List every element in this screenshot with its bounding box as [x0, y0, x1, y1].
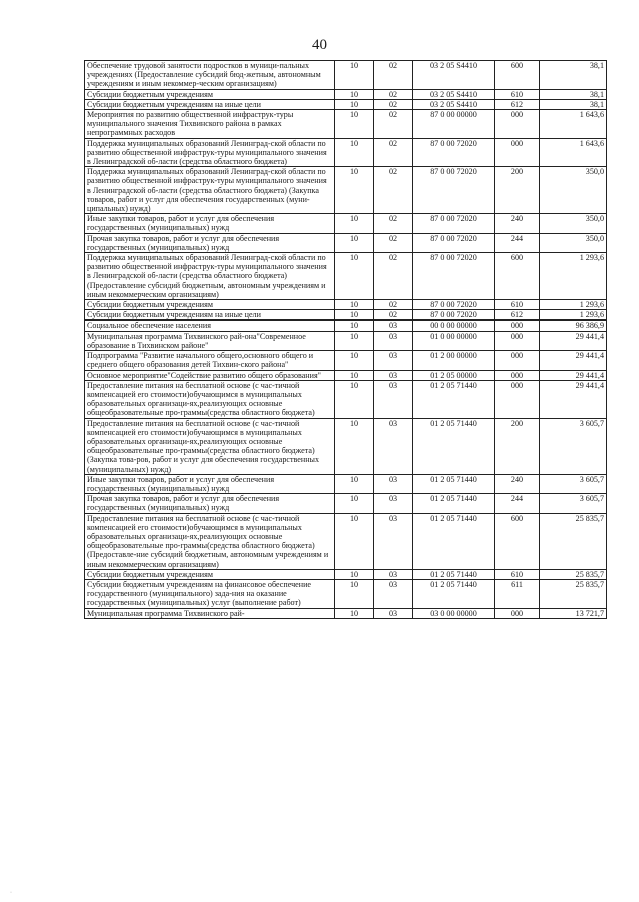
row-section-code: 10	[335, 494, 374, 513]
row-expense-type-code: 600	[495, 513, 540, 569]
row-expense-type-code: 610	[495, 569, 540, 579]
row-expense-type-code: 000	[495, 331, 540, 350]
row-expense-type-code: 611	[495, 579, 540, 608]
row-subsection-code: 02	[374, 253, 413, 300]
row-section-code: 10	[335, 61, 374, 90]
row-section-code: 10	[335, 253, 374, 300]
row-subsection-code: 02	[374, 138, 413, 167]
row-subsection-code: 02	[374, 89, 413, 99]
row-target-article-code: 01 2 05 71440	[413, 513, 495, 569]
row-subsection-code: 02	[374, 310, 413, 321]
row-section-code: 10	[335, 513, 374, 569]
table-row	[85, 569, 607, 579]
row-amount: 1 293,6	[540, 253, 607, 300]
row-expense-type-code: 200	[495, 418, 540, 474]
row-target-article-code: 00 0 00 00000	[413, 320, 495, 331]
row-name: Поддержка муниципальных образований Ленинград-ской области по развитию общественной инфраструк-туры муниципального значения в Ленинградской об-ласти (средства областного бюджета) (Предоставление субсидий бюджетным, автономным учреждениям и иным некоммерческим организациям)	[85, 253, 335, 300]
row-subsection-code: 02	[374, 214, 413, 233]
table-row	[85, 320, 607, 331]
row-amount: 13 721,7	[540, 608, 607, 618]
row-section-code: 10	[335, 89, 374, 99]
row-section-code: 10	[335, 569, 374, 579]
row-subsection-code: 02	[374, 99, 413, 109]
row-amount: 29 441,4	[540, 370, 607, 380]
table-row	[85, 370, 607, 380]
table-row	[85, 89, 607, 99]
row-name: Обеспечение трудовой занятости подростков в муници-пальных учреждениях (Предоставление субсидий бюд-жетным, автономным учреждениям и иным некоммер-ческим организациям)	[85, 61, 335, 90]
table-row	[85, 310, 607, 321]
row-amount: 29 441,4	[540, 380, 607, 418]
row-section-code: 10	[335, 300, 374, 310]
row-name: Основное мероприятие"Содействие развитию общего образования"	[85, 370, 335, 380]
row-target-article-code: 87 0 00 72020	[413, 310, 495, 321]
row-target-article-code: 01 2 05 71440	[413, 569, 495, 579]
row-expense-type-code: 600	[495, 253, 540, 300]
table-row	[85, 99, 607, 109]
row-amount: 96 386,9	[540, 320, 607, 331]
row-expense-type-code: 200	[495, 167, 540, 214]
row-target-article-code: 87 0 00 72020	[413, 233, 495, 252]
row-target-article-code: 01 2 00 00000	[413, 351, 495, 370]
row-target-article-code: 01 2 05 71440	[413, 380, 495, 418]
row-section-code: 10	[335, 99, 374, 109]
row-name: Субсидии бюджетным учреждениям на иные цели	[85, 310, 335, 321]
row-subsection-code: 02	[374, 233, 413, 252]
row-name: Субсидии бюджетным учреждениям на иные цели	[85, 99, 335, 109]
row-section-code: 10	[335, 310, 374, 321]
row-expense-type-code: 240	[495, 474, 540, 493]
row-amount: 29 441,4	[540, 331, 607, 350]
row-amount: 38,1	[540, 61, 607, 90]
row-expense-type-code: 610	[495, 89, 540, 99]
row-subsection-code: 02	[374, 61, 413, 90]
row-subsection-code: 02	[374, 300, 413, 310]
row-subsection-code: 03	[374, 351, 413, 370]
row-name: Поддержка муниципальных образований Ленинград-ской области по развитию общественной инфраструк-туры муниципального значения в Ленинградской об-ласти (средства областного бюджета) (Закупка товаров, работ и услуг для обеспечения государственных (муни-ципальных) нужд)	[85, 167, 335, 214]
row-expense-type-code: 240	[495, 214, 540, 233]
row-expense-type-code: 244	[495, 494, 540, 513]
row-section-code: 10	[335, 110, 374, 139]
row-expense-type-code: 612	[495, 310, 540, 321]
row-target-article-code: 01 2 05 00000	[413, 370, 495, 380]
row-section-code: 10	[335, 608, 374, 618]
table-row	[85, 138, 607, 167]
table-row	[85, 214, 607, 233]
row-subsection-code: 02	[374, 167, 413, 214]
row-subsection-code: 03	[374, 331, 413, 350]
row-expense-type-code: 000	[495, 138, 540, 167]
row-section-code: 10	[335, 418, 374, 474]
table-row	[85, 253, 607, 300]
row-name: Поддержка муниципальных образований Ленинград-ской области по развитию общественной инфраструк-туры муниципального значения в Ленинградской об-ласти (средства областного бюджета)	[85, 138, 335, 167]
table-row	[85, 167, 607, 214]
row-amount: 350,0	[540, 233, 607, 252]
table-row	[85, 494, 607, 513]
row-name: Муниципальная программа Тихвинского рай-она"Современное образование в Тихвинском районе"	[85, 331, 335, 350]
table-row	[85, 300, 607, 310]
row-target-article-code: 03 2 05 S4410	[413, 89, 495, 99]
row-expense-type-code: 000	[495, 351, 540, 370]
table-row	[85, 331, 607, 350]
table-row	[85, 351, 607, 370]
row-section-code: 10	[335, 214, 374, 233]
row-expense-type-code: 000	[495, 380, 540, 418]
row-target-article-code: 87 0 00 72020	[413, 167, 495, 214]
row-subsection-code: 03	[374, 380, 413, 418]
table-row	[85, 380, 607, 418]
margin-mark: ·	[10, 890, 12, 896]
row-amount: 38,1	[540, 99, 607, 109]
table-row	[85, 474, 607, 493]
table-row	[85, 579, 607, 608]
row-subsection-code: 03	[374, 474, 413, 493]
row-name: Предоставление питания на бесплатной основе (с час-тичной компенсацией его стоимости)обучающимся в муниципальных образовательных организаци-ях,реализующих основные общеобразовательные про-граммы(средства областного бюджета)	[85, 380, 335, 418]
row-section-code: 10	[335, 138, 374, 167]
row-expense-type-code: 000	[495, 320, 540, 331]
row-section-code: 10	[335, 370, 374, 380]
table-row	[85, 110, 607, 139]
row-subsection-code: 03	[374, 370, 413, 380]
row-amount: 25 835,7	[540, 569, 607, 579]
row-subsection-code: 02	[374, 110, 413, 139]
row-target-article-code: 01 2 05 71440	[413, 418, 495, 474]
row-amount: 1 293,6	[540, 310, 607, 321]
row-target-article-code: 87 0 00 72020	[413, 214, 495, 233]
row-section-code: 10	[335, 474, 374, 493]
row-amount: 1 643,6	[540, 110, 607, 139]
row-target-article-code: 87 0 00 72020	[413, 300, 495, 310]
row-amount: 3 605,7	[540, 494, 607, 513]
row-amount: 3 605,7	[540, 474, 607, 493]
row-name: Субсидии бюджетным учреждениям	[85, 300, 335, 310]
row-name: Мероприятия по развитию общественной инфраструк-туры муниципального значения Тихвинского района в рамках непрограммных расходов	[85, 110, 335, 139]
row-target-article-code: 03 0 00 00000	[413, 608, 495, 618]
row-expense-type-code: 600	[495, 61, 540, 90]
row-target-article-code: 01 2 05 71440	[413, 579, 495, 608]
row-subsection-code: 03	[374, 608, 413, 618]
row-expense-type-code: 000	[495, 608, 540, 618]
row-section-code: 10	[335, 579, 374, 608]
row-amount: 25 835,7	[540, 513, 607, 569]
row-expense-type-code: 610	[495, 300, 540, 310]
row-target-article-code: 87 0 00 72020	[413, 253, 495, 300]
table-row	[85, 608, 607, 618]
row-subsection-code: 03	[374, 418, 413, 474]
row-section-code: 10	[335, 380, 374, 418]
row-name: Иные закупки товаров, работ и услуг для обеспечения государственных (муниципальных) нужд	[85, 214, 335, 233]
row-subsection-code: 03	[374, 320, 413, 331]
row-amount: 350,0	[540, 167, 607, 214]
row-subsection-code: 03	[374, 569, 413, 579]
table-row	[85, 233, 607, 252]
row-target-article-code: 01 2 05 71440	[413, 474, 495, 493]
row-section-code: 10	[335, 331, 374, 350]
table-row	[85, 418, 607, 474]
row-expense-type-code: 000	[495, 110, 540, 139]
budget-table-body	[85, 61, 607, 619]
row-name: Иные закупки товаров, работ и услуг для обеспечения государственных (муниципальных) нужд	[85, 474, 335, 493]
table-row	[85, 513, 607, 569]
row-subsection-code: 03	[374, 513, 413, 569]
row-name: Субсидии бюджетным учреждениям	[85, 569, 335, 579]
row-target-article-code: 87 0 00 72020	[413, 138, 495, 167]
row-name: Предоставление питания на бесплатной основе (с час-тичной компенсацией его стоимости)обучающимся в муниципальных образовательных организаци-ях,реализующих основные общеобразовательные про-граммы(средства областного бюджета) (Предоставле-ние субсидий бюджетным, автономным учреждениям и иным некоммерческим организациям)	[85, 513, 335, 569]
row-amount: 1 293,6	[540, 300, 607, 310]
row-amount: 350,0	[540, 214, 607, 233]
row-amount: 29 441,4	[540, 351, 607, 370]
row-section-code: 10	[335, 351, 374, 370]
row-name: Прочая закупка товаров, работ и услуг для обеспечения государственных (муниципальных) нужд	[85, 494, 335, 513]
row-target-article-code: 03 2 05 S4410	[413, 99, 495, 109]
row-amount: 38,1	[540, 89, 607, 99]
row-section-code: 10	[335, 167, 374, 214]
row-amount: 25 835,7	[540, 579, 607, 608]
row-target-article-code: 01 0 00 00000	[413, 331, 495, 350]
row-target-article-code: 03 2 05 S4410	[413, 61, 495, 90]
row-name: Подпрограмма "Развитие начального общего,основного общего и среднего общего образования детей Тихвин-ского района"	[85, 351, 335, 370]
row-section-code: 10	[335, 320, 374, 331]
budget-table	[84, 60, 607, 619]
row-name: Предоставление питания на бесплатной основе (с час-тичной компенсацией его стоимости)обучающимся в муниципальных образовательных организаци-ях,реализующих основные общеобразовательные про-граммы(средства областного бюджета) (Закупка това-ров, работ и услуг для обеспечения государственных (муниципальных) нужд)	[85, 418, 335, 474]
row-subsection-code: 03	[374, 579, 413, 608]
page-number: 40	[312, 37, 327, 53]
table-row	[85, 61, 607, 90]
row-name: Прочая закупка товаров, работ и услуг для обеспечения государственных (муниципальных) нужд	[85, 233, 335, 252]
row-amount: 3 605,7	[540, 418, 607, 474]
row-name: Субсидии бюджетным учреждениям	[85, 89, 335, 99]
row-name: Социальное обеспечение населения	[85, 320, 335, 331]
row-subsection-code: 03	[374, 494, 413, 513]
row-name: Субсидии бюджетным учреждениям на финансовое обеспечение государственного (муниципального) зада-ния на оказание государственных (муниципальных) услуг (выполнение работ)	[85, 579, 335, 608]
row-expense-type-code: 244	[495, 233, 540, 252]
row-target-article-code: 87 0 00 00000	[413, 110, 495, 139]
row-amount: 1 643,6	[540, 138, 607, 167]
row-section-code: 10	[335, 233, 374, 252]
row-name: Муниципальная программа Тихвинского рай-	[85, 608, 335, 618]
row-expense-type-code: 000	[495, 370, 540, 380]
row-expense-type-code: 612	[495, 99, 540, 109]
row-target-article-code: 01 2 05 71440	[413, 494, 495, 513]
